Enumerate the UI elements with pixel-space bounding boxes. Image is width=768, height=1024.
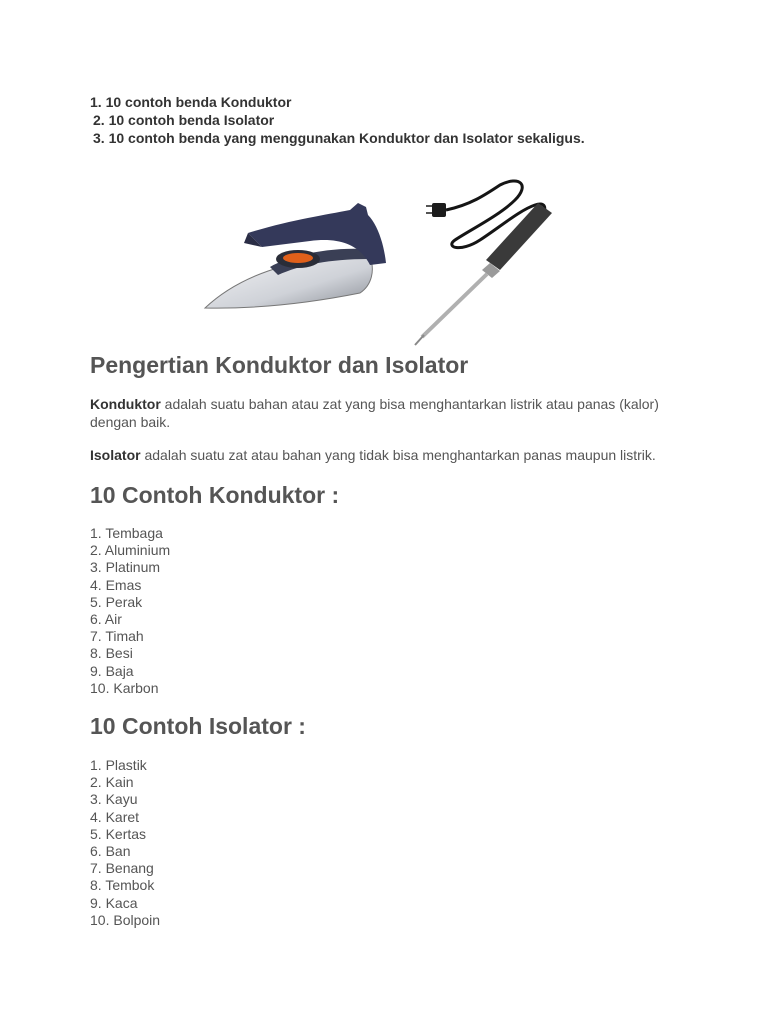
- list-item: 7. Benang: [90, 860, 154, 877]
- list-item: 9. Baja: [90, 662, 134, 679]
- list-item: 4. Karet: [90, 808, 140, 825]
- soldering-iron-icon: [415, 181, 552, 345]
- isolator-list: [90, 757, 160, 929]
- table-of-contents: [90, 93, 585, 147]
- list-item: 8. Besi: [90, 645, 133, 662]
- isolator-text: adalah suatu zat atau bahan yang tidak bisa menghantarkan panas maupun listrik.: [140, 447, 656, 463]
- konduktor-heading: 10 Contoh Konduktor :: [90, 482, 340, 508]
- list-item: 9. Kaca: [90, 894, 138, 911]
- list-item: 6. Air: [90, 611, 122, 628]
- konduktor-definition: [90, 395, 690, 431]
- list-item: 2. Aluminium: [90, 542, 171, 559]
- list-item: 1. Tembaga: [90, 525, 163, 541]
- list-item: 6. Ban: [90, 843, 131, 860]
- list-item: 8. Tembok: [90, 877, 155, 894]
- isolator-definition: [90, 446, 690, 464]
- conductor-insulator-illustration: [200, 175, 570, 350]
- isolator-heading: 10 Contoh Isolator :: [90, 713, 306, 739]
- list-item: 5. Perak: [90, 593, 143, 610]
- konduktor-text: adalah suatu bahan atau zat yang bisa menghantarkan listrik atau panas (kalor) dengan baik.: [90, 396, 659, 430]
- konduktor-term: Konduktor: [90, 396, 161, 412]
- isolator-term: Isolator: [90, 447, 141, 463]
- list-item: 3. Kayu: [90, 791, 138, 808]
- list-item: 10. Bolpoin: [90, 911, 161, 928]
- list-item: 4. Emas: [90, 576, 142, 593]
- toc-item: 2. 10 contoh benda Isolator: [93, 112, 275, 128]
- list-item: 5. Kertas: [90, 825, 147, 842]
- konduktor-list: [90, 525, 170, 697]
- definition-heading: Pengertian Konduktor dan Isolator: [90, 352, 469, 378]
- list-item: 7. Timah: [90, 628, 144, 645]
- list-item: 2. Kain: [90, 774, 134, 791]
- electric-iron-icon: [205, 203, 386, 308]
- list-item: 10. Karbon: [90, 679, 159, 696]
- list-item: 1. Plastik: [90, 757, 147, 773]
- toc-item: 3. 10 contoh benda yang menggunakan Konduktor dan Isolator sekaligus.: [93, 130, 585, 146]
- toc-item: 1. 10 contoh benda Konduktor: [90, 94, 292, 110]
- list-item: 3. Platinum: [90, 559, 161, 576]
